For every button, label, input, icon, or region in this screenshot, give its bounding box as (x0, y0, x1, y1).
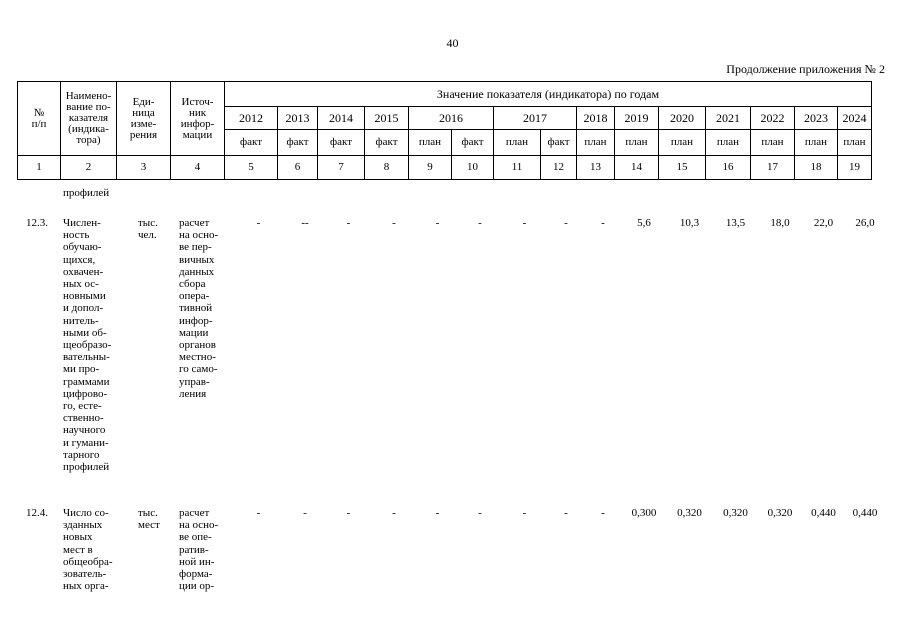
colnum-16: 16 (706, 156, 751, 180)
colnum-15: 15 (659, 156, 706, 180)
sub-2024: план (838, 130, 872, 156)
sub-2017-fact: факт (541, 130, 577, 156)
year-2018: 2018 (577, 107, 615, 130)
value-2024: 0,440 (852, 507, 878, 519)
value-2020: 0,320 (677, 507, 702, 519)
value-2014: - (346, 217, 351, 229)
colnum-6: 6 (278, 156, 318, 180)
colnum-19: 19 (838, 156, 872, 180)
sub-2016-plan: план (409, 130, 452, 156)
value-2016-plan: - (435, 217, 440, 229)
source: расчет на осно- ве пер- вичных данных сбора опера- тивной инфор- мации органов местно- го само- управ- ления (179, 217, 219, 400)
year-2013: 2013 (278, 107, 318, 130)
colnum-7: 7 (318, 156, 365, 180)
colnum-10: 10 (452, 156, 494, 180)
colnum-11: 11 (494, 156, 541, 180)
indicator-table-header (17, 81, 872, 180)
value-2017-plan: - (522, 507, 527, 519)
year-2022: 2022 (751, 107, 795, 130)
sub-2022: план (751, 130, 795, 156)
value-2015: - (392, 507, 396, 519)
appendix-continuation-note: Продолжение приложения № 2 (726, 62, 885, 76)
value-2022: 0,320 (767, 507, 793, 519)
year-2017: 2017 (494, 107, 577, 130)
sub-2023: план (795, 130, 838, 156)
value-2015: - (392, 217, 396, 229)
colnum-1: 1 (18, 156, 61, 180)
year-2019: 2019 (615, 107, 659, 130)
header-indicator-name: Наимено- вание по- казателя (индика- тора) (61, 82, 117, 156)
colnum-14: 14 (615, 156, 659, 180)
sub-2012: факт (225, 130, 278, 156)
value-2017-fact: - (564, 217, 568, 229)
header-unit: Еди- ница изме- рения (117, 82, 171, 156)
colnum-17: 17 (751, 156, 795, 180)
value-2016-plan: - (435, 507, 440, 519)
colnum-9: 9 (409, 156, 452, 180)
sub-2018: план (577, 130, 615, 156)
value-2012: - (256, 507, 261, 519)
value-2023: 0,440 (811, 507, 836, 519)
value-2022: 18,0 (770, 217, 790, 229)
value-2014: - (346, 507, 351, 519)
colnum-5: 5 (225, 156, 278, 180)
page-number: 40 (446, 36, 459, 50)
indicator-name: Число со- зданных новых мест в общеобра- зователь- ных орга- (63, 507, 113, 593)
sub-2015: факт (365, 130, 409, 156)
unit: тыс. чел. (138, 217, 158, 242)
sub-2019: план (615, 130, 659, 156)
value-2017-fact: - (564, 507, 568, 519)
header-num: № п/п (18, 82, 61, 156)
colnum-3: 3 (117, 156, 171, 180)
value-2019: 5,6 (637, 217, 651, 229)
colnum-12: 12 (541, 156, 577, 180)
header-source: Источ- ник инфор- мации (171, 82, 225, 156)
value-2012: - (256, 217, 261, 229)
year-2015: 2015 (365, 107, 409, 130)
indicator-name: Числен- ность обучаю- щихся, охвачен- ных ос- новными и допол- нитель- ными об- щеобразо- вательны- ми про- граммами цифрово- го, есте- ственно- научного и гумани- тарного профилей (63, 217, 112, 474)
year-2014: 2014 (318, 107, 365, 130)
source: расчет на осно- ве опе- ратив- ной ин- форма- ции ор- (179, 507, 219, 593)
colnum-18: 18 (795, 156, 838, 180)
column-numbers-row (18, 156, 872, 180)
unit: тыс. мест (138, 507, 160, 532)
value-2018: - (601, 507, 605, 519)
colnum-8: 8 (365, 156, 409, 180)
value-2013: - (303, 507, 307, 519)
carryover-text: профилей (63, 187, 110, 199)
value-2021: 13,5 (725, 217, 746, 229)
colnum-4: 4 (171, 156, 225, 180)
value-2016-fact: - (478, 507, 482, 519)
value-2017-plan: - (522, 217, 527, 229)
value-2013: -- (301, 217, 309, 229)
colnum-2: 2 (61, 156, 117, 180)
value-2016-fact: - (478, 217, 482, 229)
sub-2020: план (659, 130, 706, 156)
year-2023: 2023 (795, 107, 838, 130)
header-group-title: Значение показателя (индикатора) по годам (225, 82, 872, 107)
row-number: 12.4. (26, 507, 48, 519)
value-2021: 0,320 (723, 507, 748, 519)
sub-2014: факт (318, 130, 365, 156)
sub-2013: факт (278, 130, 318, 156)
sub-2021: план (706, 130, 751, 156)
row-number: 12.3. (26, 217, 48, 229)
year-2020: 2020 (659, 107, 706, 130)
value-2019: 0,300 (631, 507, 657, 519)
year-2021: 2021 (706, 107, 751, 130)
year-2016: 2016 (409, 107, 494, 130)
value-2024: 26,0 (855, 217, 875, 229)
year-2012: 2012 (225, 107, 278, 130)
value-2020: 10,3 (679, 217, 700, 229)
year-2024: 2024 (838, 107, 872, 130)
sub-2017-plan: план (494, 130, 541, 156)
sub-2016-fact: факт (452, 130, 494, 156)
value-2023: 22,0 (813, 217, 834, 229)
value-2018: - (601, 217, 605, 229)
colnum-13: 13 (577, 156, 615, 180)
